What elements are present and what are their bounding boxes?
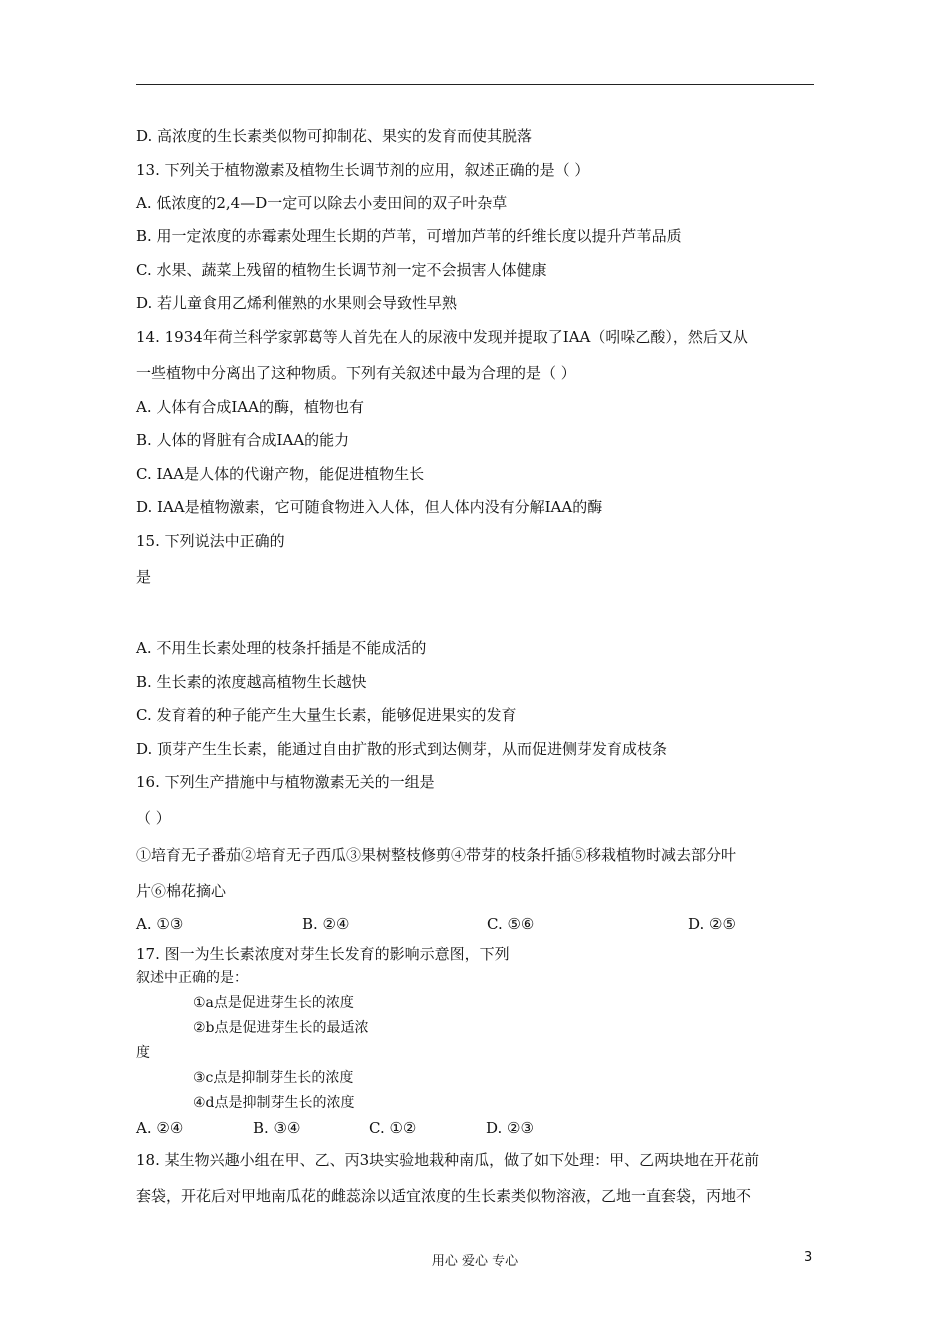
- q17-item: ②b点是促进芽生长的最适浓: [193, 1020, 369, 1036]
- question-13-stem: 13. 下列关于植物激素及植物生长调节剂的应用，叙述正确的是（ ）: [136, 161, 590, 179]
- q16-option-c: C. ⑤⑥: [487, 915, 535, 933]
- question-15-stem: 15. 下列说法中正确的: [136, 532, 285, 550]
- header-rule: [136, 84, 814, 85]
- text-line: 片⑥棉花摘心: [136, 882, 227, 900]
- footer-slogan: 用心 爱心 专心: [431, 1254, 519, 1269]
- q17-item: ③c点是抑制芽生长的浓度: [193, 1070, 354, 1086]
- q17-item: ①a点是促进芽生长的浓度: [193, 995, 354, 1011]
- q16-option-a: A. ①③: [136, 915, 184, 933]
- text-line: A. 低浓度的2,4—D一定可以除去小麦田间的双子叶杂草: [136, 194, 508, 212]
- text-line: 一些植物中分离出了这种物质。下列有关叙述中最为合理的是（ ）: [136, 364, 576, 382]
- text-line: C. 发育着的种子能产生大量生长素，能够促进果实的发育: [136, 706, 517, 724]
- text-line: A. 不用生长素处理的枝条扦插是不能成活的: [136, 639, 427, 657]
- text-line: C. 水果、蔬菜上残留的植物生长调节剂一定不会损害人体健康: [136, 261, 547, 279]
- text-line: C. IAA是人体的代谢产物，能促进植物生长: [136, 465, 425, 483]
- text-line: B. 生长素的浓度越高植物生长越快: [136, 673, 367, 691]
- question-18-stem: 18. 某生物兴趣小组在甲、乙、丙3块实验地栽种南瓜，做了如下处理：甲、乙两块地在开花前: [136, 1151, 760, 1169]
- q17-item: ④d点是抑制芽生长的浓度: [193, 1095, 355, 1111]
- text-line: D. 若儿童食用乙烯利催熟的水果则会导致性早熟: [136, 294, 458, 312]
- text-line: D. 高浓度的生长素类似物可抑制花、果实的发育而使其脱落: [136, 127, 533, 145]
- q17-item: 度: [136, 1045, 150, 1061]
- q17-option-b: B. ③④: [253, 1119, 301, 1137]
- text-line: D. 顶芽产生生长素，能通过自由扩散的形式到达侧芽，从而促进侧芽发育成枝条: [136, 740, 668, 758]
- page-number: 3: [804, 1250, 813, 1265]
- text-line: 套袋，开花后对甲地南瓜花的雌蕊涂以适宜浓度的生长素类似物溶液，乙地一直套袋，丙地不: [136, 1187, 752, 1205]
- text-line: A. 人体有合成IAA的酶，植物也有: [136, 398, 364, 416]
- text-line: B. 人体的肾脏有合成IAA的能力: [136, 431, 350, 449]
- question-17-stem: 17. 图一为生长素浓度对芽生长发育的影响示意图，下列: [136, 945, 510, 963]
- q16-option-b: B. ②④: [302, 915, 350, 933]
- q17-option-d: D. ②③: [486, 1119, 534, 1137]
- text-line: 是: [136, 568, 152, 586]
- text-line: 叙述中正确的是：: [136, 970, 248, 986]
- text-line: D. IAA是植物激素，它可随食物进入人体，但人体内没有分解IAA的酶: [136, 498, 603, 516]
- question-14-stem: 14. 1934年荷兰科学家郭葛等人首先在人的尿液中发现并提取了IAA（吲哚乙酸），然后又从: [136, 328, 748, 346]
- text-line: ①培育无子番茄②培育无子西瓜③果树整枝修剪④带芽的枝条扦插⑤移栽植物时减去部分叶: [136, 846, 737, 864]
- q17-option-c: C. ①②: [369, 1119, 417, 1137]
- question-16-stem: 16. 下列生产措施中与植物激素无关的一组是: [136, 773, 435, 791]
- text-line: （ ）: [136, 809, 171, 827]
- q16-option-d: D. ②⑤: [688, 915, 736, 933]
- q17-option-a: A. ②④: [136, 1119, 184, 1137]
- text-line: B. 用一定浓度的赤霉素处理生长期的芦苇，可增加芦苇的纤维长度以提升芦苇品质: [136, 227, 682, 245]
